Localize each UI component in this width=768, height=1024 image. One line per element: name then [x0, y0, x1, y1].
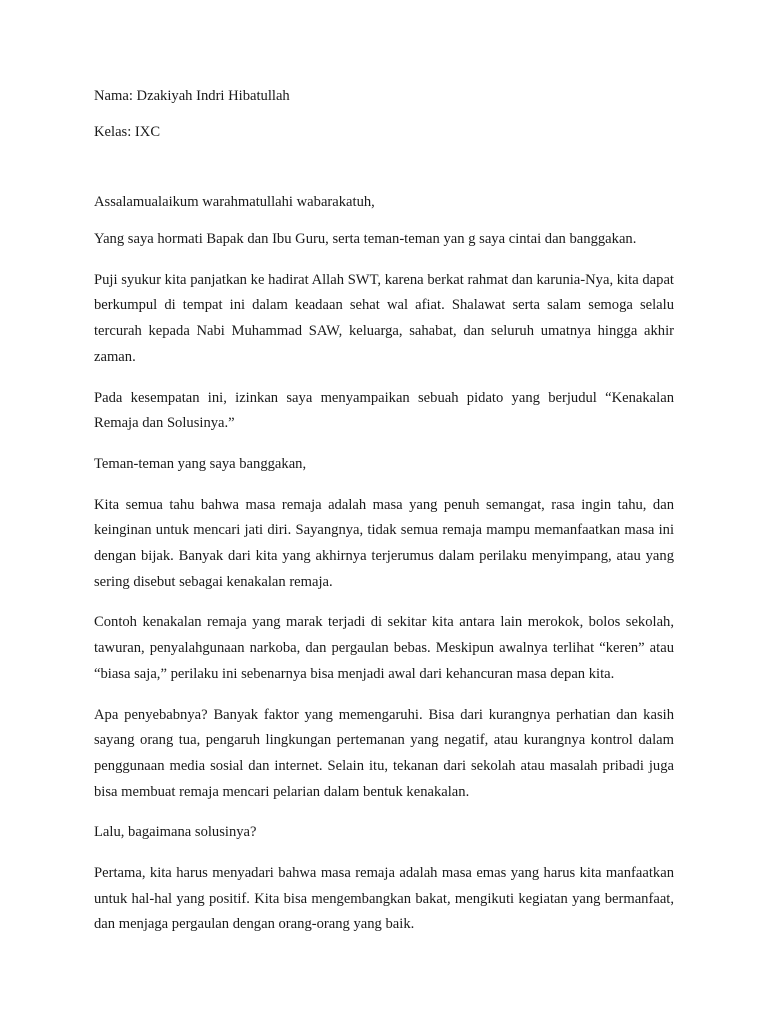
- paragraph-question: Lalu, bagaimana solusinya?: [94, 824, 257, 841]
- document-body: [94, 86, 674, 953]
- paragraph-gratitude: Puji syukur kita panjatkan ke hadirat Allah SWT, karena berkat rahmat dan karunia-Nya, kita dapat berkumpul di tempat ini dalam keadaan sehat wal afiat. Shalawat serta salam semoga selalu tercurah kepada Nabi Muhammad SAW, keluarga, sahabat, dan seluruh umatnya hingga akhir zaman.: [94, 271, 674, 365]
- paragraph-causes: Apa penyebabnya? Banyak faktor yang memengaruhi. Bisa dari kurangnya perhatian dan kasih sayang orang tua, pengaruh lingkungan pertemanan yang negatif, atau kurangnya kontrol dalam penggunaan media sosial dan internet. Selain itu, tekanan dari sekolah atau masalah pribadi juga bisa membuat remaja mencari pelarian dalam bentuk kenakalan.: [94, 706, 674, 800]
- paragraph-address: Teman-teman yang saya banggakan,: [94, 455, 307, 472]
- paragraph-adolescence: Kita semua tahu bahwa masa remaja adalah masa yang penuh semangat, rasa ingin tahu, dan keinginan untuk mencari jati diri. Sayangnya, tidak semua remaja mampu memanfaatkan masa ini dengan bijak. Banyak dari kita yang akhirnya terjerumus dalam perilaku menyimpang, atau yang sering disebut sebagai kenakalan remaja.: [94, 496, 674, 590]
- paragraph-respect: Yang saya hormati Bapak dan Ibu Guru, serta teman-teman yan g saya cintai dan banggakan.: [94, 231, 637, 247]
- paragraph-solution-first: Pertama, kita harus menyadari bahwa masa remaja adalah masa emas yang harus kita manfaatkan untuk hal-hal yang positif. Kita bisa mengembangkan bakat, mengikuti kegiatan yang bermanfaat, dan menjaga pergaulan dengan orang-orang yang baik.: [94, 865, 674, 933]
- paragraph-examples: Contoh kenakalan remaja yang marak terjadi di sekitar kita antara lain merokok, bolos sekolah, tawuran, penyalahgunaan narkoba, dan pergaulan bebas. Meskipun awalnya terlihat “keren” atau “biasa saja,” perilaku ini sebenarnya bisa menjadi awal dari kehancuran masa depan kita.: [94, 614, 674, 682]
- opening-greeting: Assalamualaikum warahmatullahi wabarakatuh,: [94, 194, 375, 210]
- student-name: Nama: Dzakiyah Indri Hibatullah: [94, 88, 290, 104]
- student-class: Kelas: IXC: [94, 124, 161, 140]
- paragraph-title-intro: Pada kesempatan ini, izinkan saya menyampaikan sebuah pidato yang berjudul “Kenakalan Remaja dan Solusinya.”: [94, 389, 674, 432]
